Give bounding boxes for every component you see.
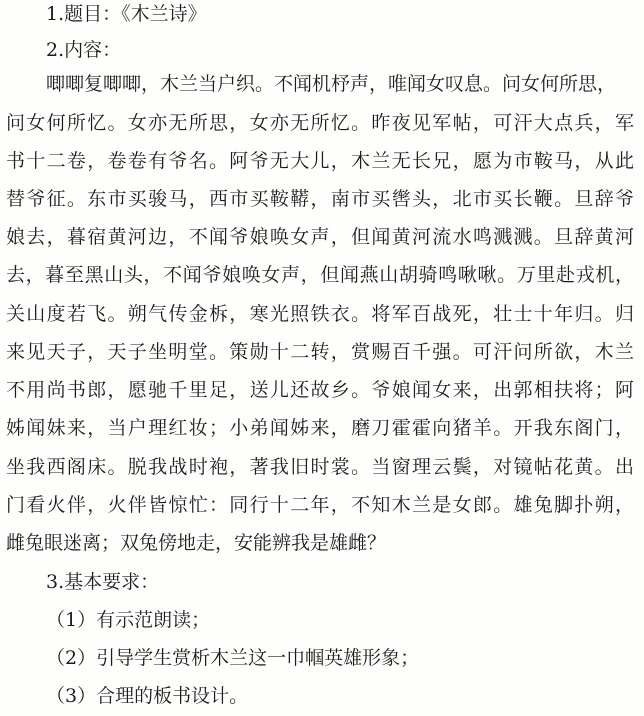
poem-line: 替爷征。东市买骏马，西市买鞍鞯，南市买辔头，北市买长鞭。旦辞爷 xyxy=(6,188,634,210)
requirement-item: （1）有示范朗读； xyxy=(46,609,211,631)
poem-line: 来见天子，天子坐明堂。策勋十二转，赏赐百千强。可汗问所欲，木兰 xyxy=(6,341,634,363)
poem-line: 关山度若飞。朔气传金柝，寒光照铁衣。将军百战死，壮士十年归。归 xyxy=(6,303,634,325)
poem-line: 不用尚书郎，愿驰千里足，送儿还故乡。爷娘闻女来，出郭相扶将；阿 xyxy=(6,379,634,401)
poem-line: 门看火伴，火伴皆惊忙：同行十二年，不知木兰是女郎。雄兔脚扑朔， xyxy=(6,494,634,516)
poem-line: 娘去，暮宿黄河边，不闻爷娘唤女声，但闻黄河流水鸣溅溅。旦辞黄河 xyxy=(6,226,634,248)
requirements-heading: 3.基本要求： xyxy=(46,571,160,593)
poem-line: 雌兔眼迷离；双兔傍地走，安能辨我是雄雌？ xyxy=(6,532,387,554)
content-heading: 2.内容： xyxy=(46,39,122,61)
poem-line: 姊闻妹来，当户理红妆；小弟闻姊来，磨刀霍霍向猪羊。开我东阁门， xyxy=(6,417,634,439)
requirement-item: （3）合理的板书设计。 xyxy=(46,685,249,707)
poem-line: 问女何所忆。女亦无所思，女亦无所忆。昨夜见军帖，可汗大点兵，军 xyxy=(6,112,634,134)
topic-line: 1.题目：《木兰诗》 xyxy=(46,3,207,25)
poem-line: 书十二卷，卷卷有爷名。阿爷无大儿，木兰无长兄，愿为市鞍马，从此 xyxy=(6,150,634,172)
poem-line: 去，暮至黑山头，不闻爷娘唤女声，但闻燕山胡骑鸣啾啾。万里赴戎机， xyxy=(6,264,634,286)
poem-line: 唧唧复唧唧，木兰当户织。不闻机杼声，唯闻女叹息。问女何所思， xyxy=(46,73,617,95)
poem-line: 坐我西阁床。脱我战时袍，著我旧时裳。当窗理云鬓，对镜帖花黄。出 xyxy=(6,456,634,478)
requirement-item: （2）引导学生赏析木兰这一巾帼英雄形象； xyxy=(46,647,420,669)
